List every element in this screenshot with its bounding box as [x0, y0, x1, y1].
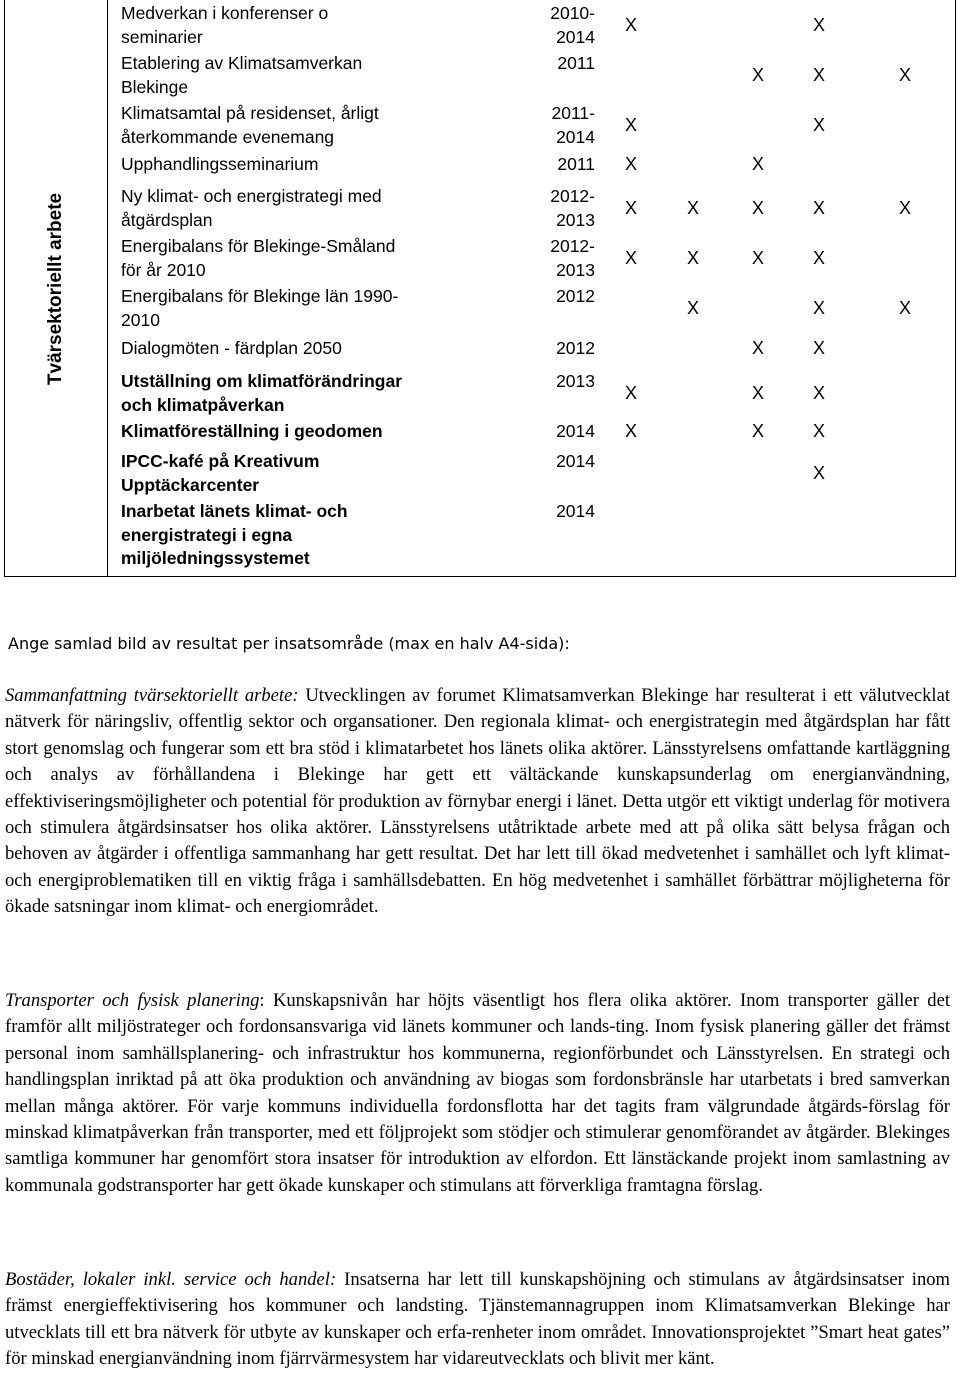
year-cell — [485, 52, 595, 76]
activity-cell — [121, 337, 511, 361]
activity-cell — [121, 2, 511, 49]
year-cell — [485, 153, 595, 177]
paragraph-text: : Kunskapsnivån har höjts väsentligt hos flera olika aktörer. Inom transporter gäller det framför allt miljöstrateger och fordonsansvariga vid länets kommuner och lands-ting. Inom fysisk planering gäller det främst personal inom samhällsplanering- och infrastruktur hos kommunerna, regionförbundet och Länsstyrelsen. En strategi och handlingsplan inriktad på att öka produktion och användning av biogas som fordonsbränsle har utarbetats i bred samverkan mellan många aktörer. För varje kommuns individuella fordonsflotta har det tagits fram välgrundade åtgärds-förslag för minskad klimatpåverkan från transporter, med ett följprojekt som stödjer och stimulerar genomförandet av åtgärder. Blekinges samtliga kommuner har genomfört stora insatser för introduktion av elfordon. Ett länstäckande projekt inom samlastning av kommunala godstransporter har gett ökade kunskaper och stimulans att förverkliga framtagna förslag. — [5, 990, 950, 1196]
x-mark: X — [812, 338, 825, 358]
activity-line: Inarbetat länets klimat- och — [121, 501, 348, 521]
activity-cell — [121, 185, 511, 232]
year-cell — [485, 285, 595, 309]
activity-line: miljöledningssystemet — [121, 548, 310, 568]
x-mark: X — [751, 338, 764, 358]
paragraph-label: Bostäder, lokaler inkl. service och handel: — [5, 1269, 337, 1290]
x-mark: X — [624, 197, 637, 218]
x-mark: X — [624, 421, 637, 441]
year-cell — [485, 420, 595, 444]
activity-cell — [121, 370, 511, 417]
activity-line: åtgärdsplan — [121, 209, 213, 230]
activity-line: Klimatföreställning i geodomen — [121, 421, 383, 441]
x-mark: X — [812, 462, 825, 483]
activity-cell — [121, 500, 511, 571]
activity-line: Energibalans för Blekinge län 1990- — [121, 286, 399, 306]
paragraph-tvarsektoriellt — [5, 683, 950, 921]
year-line: 2013 — [556, 371, 595, 391]
x-mark: X — [751, 382, 764, 403]
x-mark: X — [624, 114, 637, 135]
paragraph-bostader — [5, 1267, 950, 1373]
x-mark: X — [812, 14, 825, 35]
table-divider — [107, 0, 108, 576]
year-line: 2012- — [550, 236, 595, 256]
activity-cell — [121, 420, 511, 444]
x-mark: X — [751, 154, 764, 174]
year-cell — [485, 450, 595, 474]
activity-line: Dialogmöten - färdplan 2050 — [121, 338, 342, 358]
activity-cell — [121, 153, 511, 177]
x-mark: X — [686, 247, 699, 268]
x-mark: X — [812, 421, 825, 441]
side-label — [5, 0, 107, 577]
year-line: 2014 — [556, 501, 595, 521]
year-line: 2010- — [550, 3, 595, 23]
year-line: 2011- — [551, 103, 595, 123]
activity-line: Klimatsamtal på residenset, årligt — [121, 103, 379, 123]
activity-line: 2010 — [121, 309, 160, 330]
activity-line: för år 2010 — [121, 259, 206, 280]
x-mark: X — [624, 247, 637, 268]
year-line: 2013 — [556, 209, 595, 230]
x-mark: X — [624, 382, 637, 403]
x-mark: X — [812, 64, 825, 85]
activity-line: återkommande evenemang — [121, 126, 335, 147]
activity-table — [4, 0, 956, 577]
year-cell — [485, 2, 595, 49]
year-line: 2014 — [556, 421, 595, 441]
year-line: 2011 — [557, 154, 595, 174]
activity-line: IPCC-kafé på Kreativum — [121, 451, 320, 471]
activity-cell — [121, 235, 511, 282]
x-mark: X — [751, 247, 764, 268]
activity-line: och klimatpåverkan — [121, 394, 285, 415]
activity-line: Etablering av Klimatsamverkan — [121, 53, 363, 73]
x-mark: X — [686, 197, 699, 218]
activity-line: Utställning om klimatförändringar — [121, 371, 402, 391]
activity-cell — [121, 102, 511, 149]
year-cell — [485, 370, 595, 394]
x-mark: X — [812, 114, 825, 135]
activity-line: Ny klimat- och energistrategi med — [121, 186, 382, 206]
x-mark: X — [898, 297, 911, 318]
activity-line: energistrategi i egna — [121, 524, 293, 545]
activity-line: Upphandlingsseminarium — [121, 154, 319, 174]
activity-line: seminarier — [121, 26, 203, 47]
year-line: 2014 — [556, 26, 595, 47]
paragraph-text: Utvecklingen av forumet Klimatsamverkan Blekinge har resulterat i ett välutvecklat nätverk för näringsliv, offentlig sektor och organsationer. Den regionala klimat- och energistrategin med åtgärdsplan har fått stort genomslag och fungerar som ett bra stöd i klimatarbetet hos länets olika aktörer. Länsstyrelsens omfattande kartläggning och analys av förhållandena i Blekinge har gett ett vältäckande kunskapsunderlag om energianvändning, effektiviseringsmöjligheter och potential för produktion av förnybar energi i länet. Detta utgör ett viktigt underlag för motivera och stimulera åtgärdsinsatser hos olika aktörer. Länsstyrelsens utåtriktade arbete med att på olika sätt belysa frågan och behoven av åtgärder i offentliga sammanhang har gett resultat. Det har lett till ökad medvetenhet i samhället och lyft klimat- och energiproblematiken till en viktig fråga i samhällsdebatten. En hög medvetenhet i samhället förbättrar möjligheterna för ökade satsningar inom klimat- och energiområdet. — [5, 685, 950, 918]
year-line: 2012 — [556, 286, 595, 306]
activity-cell — [121, 285, 511, 332]
year-line: 2012 — [556, 338, 595, 358]
x-mark: X — [686, 297, 699, 318]
x-mark: X — [751, 421, 764, 441]
year-line: 2014 — [556, 451, 595, 471]
paragraph-transporter — [5, 988, 950, 1199]
activity-line: Upptäckarcenter — [121, 474, 260, 495]
activity-line: Medverkan i konferenser o — [121, 3, 329, 23]
x-mark: X — [624, 154, 637, 174]
section-heading: Ange samlad bild av resultat per insatsområde (max en halv A4-sida): — [8, 634, 570, 653]
year-line: 2012- — [550, 186, 595, 206]
year-cell — [485, 500, 595, 524]
year-cell — [485, 337, 595, 361]
x-mark: X — [812, 297, 825, 318]
paragraph-label: Sammanfattning tvärsektoriellt arbete: — [5, 685, 299, 706]
activity-line: Energibalans för Blekinge-Småland — [121, 236, 396, 256]
year-line: 2011 — [557, 53, 595, 73]
year-cell — [485, 185, 595, 232]
x-mark: X — [898, 197, 911, 218]
x-mark: X — [812, 197, 825, 218]
paragraph-text: Insatserna har lett till kunskapshöjning och stimulans av åtgärdsinsatser inom främst energieffektivisering hos kommuner och landsting. Tjänstemannagruppen inom Klimatsamverkan Blekinge har utvecklats till ett bra nätverk för utbyte av kunskaper och erfa-renheter inom området. Innovationsprojektet ”Smart heat gates” för minskad energianvändning inom fjärrvärmesystem har vidareutvecklats och blivit mer känt. — [5, 1269, 950, 1370]
paragraph-label: Transporter och fysisk planering — [5, 990, 260, 1011]
x-mark: X — [751, 197, 764, 218]
activity-cell — [121, 52, 511, 99]
x-mark: X — [898, 64, 911, 85]
x-mark: X — [624, 14, 637, 35]
side-label-text: Tvärsektoriellt arbete — [45, 192, 67, 385]
x-mark: X — [812, 247, 825, 268]
year-cell — [485, 235, 595, 282]
year-line: 2014 — [556, 126, 595, 147]
year-cell — [485, 102, 595, 149]
x-mark: X — [751, 64, 764, 85]
year-line: 2013 — [556, 259, 595, 280]
activity-cell — [121, 450, 511, 497]
activity-line: Blekinge — [121, 76, 189, 97]
x-mark: X — [812, 382, 825, 403]
